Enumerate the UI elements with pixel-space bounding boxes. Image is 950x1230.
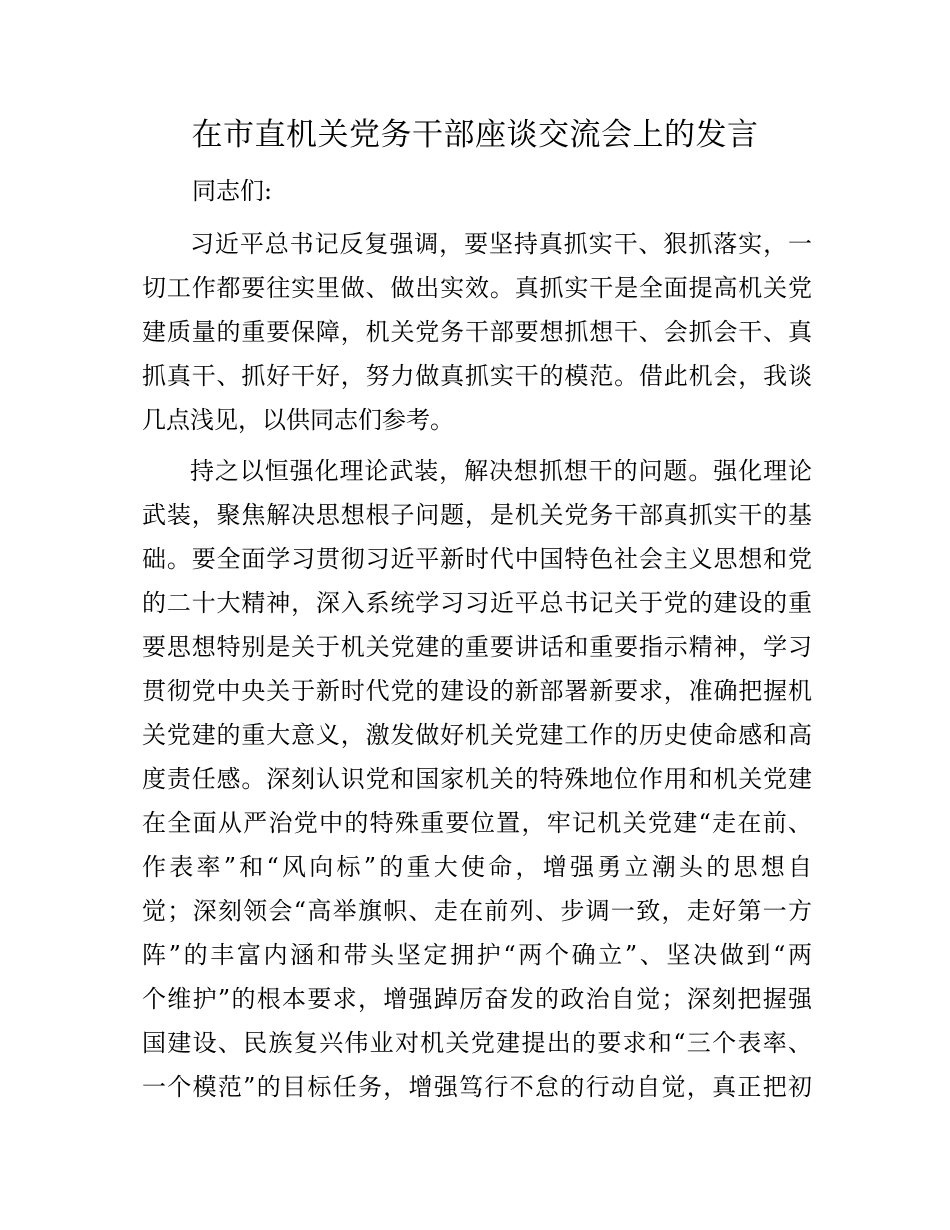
paragraph-line: 一个模范”的目标任务，增强笃行不怠的行动自觉，真正把初 — [142, 1073, 812, 1101]
paragraph-line: 国建设、民族复兴伟业对机关党建提出的要求和“三个表率、 — [142, 1029, 812, 1057]
paragraph-line: 础。要全面学习贯彻习近平新时代中国特色社会主义思想和党 — [142, 545, 812, 573]
paragraph-line: 切工作都要往实里做、做出实效。真抓实干是全面提高机关党 — [142, 274, 812, 302]
paragraph-line: 度责任感。深刻认识党和国家机关的特殊地位作用和机关党建 — [142, 765, 812, 793]
paragraph-line: 觉；深刻领会“高举旗帜、走在前列、步调一致，走好第一方 — [142, 897, 812, 925]
paragraph-line: 武装，聚焦解决思想根子问题，是机关党务干部真抓实干的基 — [142, 501, 812, 529]
paragraph-line: 作表率”和“风向标”的重大使命，增强勇立潮头的思想自 — [142, 853, 812, 881]
paragraph-line: 阵”的丰富内涵和带头坚定拥护“两个确立”、坚决做到“两 — [142, 941, 812, 969]
paragraph-line: 在全面从严治党中的特殊重要位置，牢记机关党建“走在前、 — [142, 809, 812, 837]
paragraph-line: 关党建的重大意义，激发做好机关党建工作的历史使命感和高 — [142, 721, 812, 749]
paragraph-intro — [142, 222, 812, 442]
paragraph-line: 习近平总书记反复强调，要坚持真抓实干、狠抓落实，一 — [190, 230, 812, 258]
salutation: 同志们: — [192, 177, 273, 205]
paragraph-line: 几点浅见，以供同志们参考。 — [142, 406, 454, 434]
paragraph-line: 的二十大精神，深入系统学习习近平总书记关于党的建设的重 — [142, 589, 812, 617]
paragraph-line: 建质量的重要保障，机关党务干部要想抓想干、会抓会干、真 — [142, 318, 812, 346]
paragraph-line: 个维护”的根本要求，增强踔厉奋发的政治自觉；深刻把握强 — [142, 985, 812, 1013]
document-title: 在市直机关党务干部座谈交流会上的发言 — [191, 117, 759, 153]
paragraph-line: 贯彻党中央关于新时代党的建设的新部署新要求，准确把握机 — [142, 677, 812, 705]
paragraph-line: 要思想特别是关于机关党建的重要讲话和重要指示精神，学习 — [142, 633, 812, 661]
paragraph-theory — [142, 449, 812, 1109]
paragraph-line: 持之以恒强化理论武装，解决想抓想干的问题。强化理论 — [190, 457, 812, 485]
paragraph-line: 抓真干、抓好干好，努力做真抓实干的模范。借此机会，我谈 — [142, 362, 812, 390]
